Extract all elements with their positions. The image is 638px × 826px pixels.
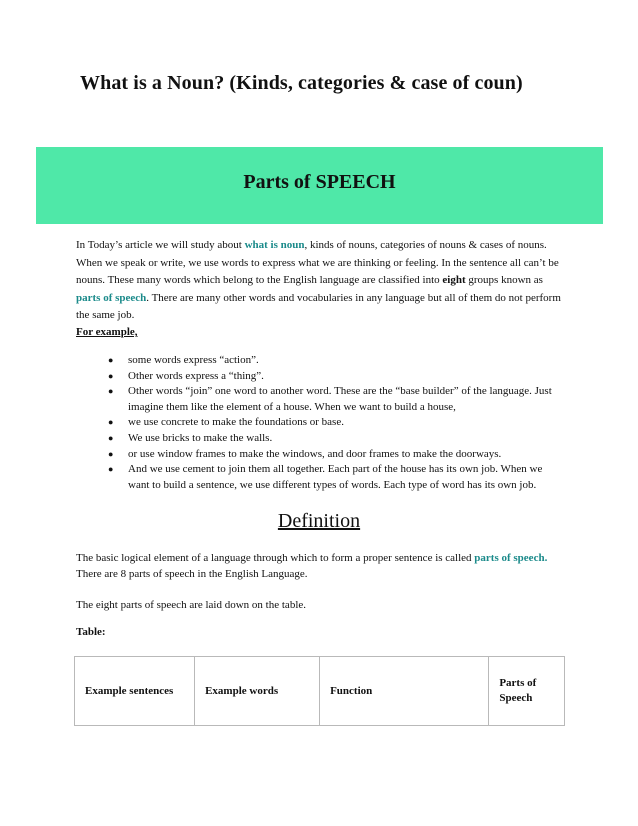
table-header-cell: Parts of Speech (489, 657, 565, 726)
list-item: ● or use window frames to make the windows, and door frames to make the doorways. (108, 447, 560, 463)
what-is-noun-link[interactable]: what is noun (244, 239, 305, 251)
definition-text-1: The basic logical element of a language through which to form a proper sentence is called (76, 552, 475, 564)
document-title: What is a Noun? (Kinds, categories & case of coun) (80, 72, 523, 94)
section-banner (36, 147, 603, 224)
list-item: ● Other words “join” one word to another word. These are the “base builder” of the language. Just imagine them like the element of a house. When we want to build a house, (108, 384, 560, 415)
list-item: ● we use concrete to make the foundations or base. (108, 415, 560, 431)
example-bullet-list (108, 353, 560, 493)
table-header-cell: Example words (195, 657, 320, 726)
intro-paragraph (76, 237, 566, 325)
definition-heading: Definition (277, 510, 361, 532)
list-item: ● some words express “action”. (108, 353, 560, 369)
example-heading: For example, (76, 326, 138, 338)
definition-paragraph (76, 550, 566, 582)
intro-text-2: , kinds of nouns, categories of nouns & cases of nouns. When we speak or write, we use words to express what we are thinking or feeling. In the sentence all can’t be nouns. These many words which belong to the English language are classified into (76, 239, 559, 286)
table-header-row (75, 657, 565, 726)
banner-heading: Parts of SPEECH (243, 171, 396, 193)
eight-parts-text: The eight parts of speech are laid down on the table. (76, 599, 307, 611)
definition-parts-of-speech-link[interactable]: parts of speech. (474, 552, 548, 564)
list-item: ● Other words express a “thing”. (108, 369, 560, 385)
list-item: ● We use bricks to make the walls. (108, 431, 560, 447)
intro-text-3: groups known as (465, 274, 543, 286)
intro-text-1: In Today’s article we will study about (76, 239, 245, 251)
parts-of-speech-link[interactable]: parts of speech (76, 291, 147, 304)
table-label: Table: (76, 626, 106, 638)
list-item: ● And we use cement to join them all together. Each part of the house has its own job. When we want to build a sentence, we use different types of words. Each type of word has its own job. (108, 462, 560, 493)
definition-text-2: There are 8 parts of speech in the English Language. (76, 568, 308, 580)
intro-bold-eight: eight (442, 274, 466, 286)
table-header-cell: Function (320, 657, 489, 726)
parts-of-speech-table (74, 656, 565, 726)
intro-text-4: . There are many other words and vocabularies in any language but all of them do not perform the same job. (76, 291, 561, 321)
table-header-cell: Example sentences (75, 657, 195, 726)
